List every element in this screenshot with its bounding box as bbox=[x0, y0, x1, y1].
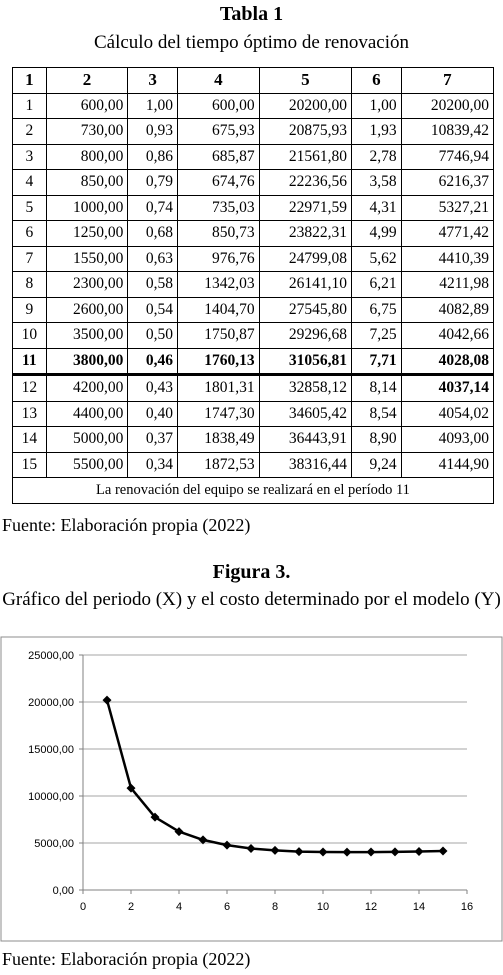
table-header-row bbox=[13, 68, 494, 94]
y-tick-label: 15000,00 bbox=[28, 744, 74, 756]
table-cell: 4410,39 bbox=[401, 246, 493, 272]
table-row bbox=[13, 452, 494, 478]
table-label: Tabla 1 bbox=[219, 3, 284, 25]
table-cell: 8 bbox=[13, 272, 47, 298]
table-cell: 735,03 bbox=[178, 195, 260, 221]
table-cell: 0,74 bbox=[128, 195, 178, 221]
y-tick-label: 5000,00 bbox=[34, 838, 74, 850]
table-cell: 27545,80 bbox=[259, 297, 351, 323]
header-cell: 2 bbox=[46, 68, 128, 94]
table-cell: 850,00 bbox=[46, 170, 128, 196]
figure-label: Figura 3. bbox=[212, 561, 291, 583]
table-cell: 8,14 bbox=[351, 375, 401, 402]
table-cell: 24799,08 bbox=[259, 246, 351, 272]
table-cell: 6216,37 bbox=[401, 170, 493, 196]
x-tick-label: 12 bbox=[364, 901, 378, 913]
table-cell: 730,00 bbox=[46, 119, 128, 145]
table-body bbox=[13, 93, 494, 478]
header-cell: 7 bbox=[401, 68, 493, 94]
table-cell: 1,00 bbox=[351, 93, 401, 119]
x-tick-label: 2 bbox=[127, 901, 135, 913]
table-cell: 4028,08 bbox=[401, 348, 493, 375]
table-cell: 10839,42 bbox=[401, 119, 493, 145]
header-cell: 6 bbox=[351, 68, 401, 94]
y-tick-label: 0,00 bbox=[52, 885, 74, 897]
table-cell: 20200,00 bbox=[259, 93, 351, 119]
table-row bbox=[13, 375, 494, 402]
table-cell: 21561,80 bbox=[259, 144, 351, 170]
table-cell: 0,50 bbox=[128, 323, 178, 349]
figure-title: Gráfico del periodo (X) y el costo determinado por el modelo (Y) bbox=[2, 589, 501, 610]
table-row bbox=[13, 221, 494, 247]
x-tick-label: 10 bbox=[316, 901, 330, 913]
table-row bbox=[13, 348, 494, 375]
table-note-row bbox=[13, 478, 494, 504]
table-cell: 3,58 bbox=[351, 170, 401, 196]
table-row bbox=[13, 323, 494, 349]
table-cell: 8,90 bbox=[351, 427, 401, 453]
table-row bbox=[13, 170, 494, 196]
table-cell: 22236,56 bbox=[259, 170, 351, 196]
table-cell: 850,73 bbox=[178, 221, 260, 247]
table-cell: 3500,00 bbox=[46, 323, 128, 349]
table-cell: 12 bbox=[13, 375, 47, 402]
table-row bbox=[13, 119, 494, 145]
table-cell: 600,00 bbox=[178, 93, 260, 119]
table-cell: 675,93 bbox=[178, 119, 260, 145]
x-tick-label: 8 bbox=[271, 901, 279, 913]
table-cell: 5,62 bbox=[351, 246, 401, 272]
y-tick-label: 20000,00 bbox=[28, 697, 74, 709]
table-cell: 0,40 bbox=[128, 401, 178, 427]
table-cell: 3 bbox=[13, 144, 47, 170]
header-cell: 4 bbox=[178, 68, 260, 94]
table-row bbox=[13, 427, 494, 453]
table-cell: 7,25 bbox=[351, 323, 401, 349]
table-cell: 4400,00 bbox=[46, 401, 128, 427]
table-cell: 31056,81 bbox=[259, 348, 351, 375]
table-cell: 5 bbox=[13, 195, 47, 221]
table-cell: 1,93 bbox=[351, 119, 401, 145]
table-cell: 11 bbox=[13, 348, 47, 375]
x-tick-label: 4 bbox=[175, 901, 183, 913]
table-cell: 7746,94 bbox=[401, 144, 493, 170]
table-cell: 4200,00 bbox=[46, 375, 128, 402]
table-cell: 2,78 bbox=[351, 144, 401, 170]
table-note: La renovación del equipo se realizará en el período 11 bbox=[13, 478, 494, 504]
table-cell: 20875,93 bbox=[259, 119, 351, 145]
table-cell: 1550,00 bbox=[46, 246, 128, 272]
table-cell: 6,21 bbox=[351, 272, 401, 298]
line-chart bbox=[0, 636, 503, 942]
table-cell: 1838,49 bbox=[178, 427, 260, 453]
table-cell: 674,76 bbox=[178, 170, 260, 196]
table-cell: 1404,70 bbox=[178, 297, 260, 323]
table-row bbox=[13, 144, 494, 170]
table-cell: 14 bbox=[13, 427, 47, 453]
table-cell: 1342,03 bbox=[178, 272, 260, 298]
table-cell: 4037,14 bbox=[401, 375, 493, 402]
x-tick-label: 14 bbox=[412, 901, 426, 913]
table-cell: 4,31 bbox=[351, 195, 401, 221]
table-cell: 8,54 bbox=[351, 401, 401, 427]
table-cell: 34605,42 bbox=[259, 401, 351, 427]
table-title: Cálculo del tiempo óptimo de renovación bbox=[93, 32, 409, 53]
table-row bbox=[13, 246, 494, 272]
table-cell: 29296,68 bbox=[259, 323, 351, 349]
table-cell: 26141,10 bbox=[259, 272, 351, 298]
table-cell: 15 bbox=[13, 452, 47, 478]
table-row bbox=[13, 297, 494, 323]
table-cell: 1801,31 bbox=[178, 375, 260, 402]
table-cell: 9,24 bbox=[351, 452, 401, 478]
table-cell: 600,00 bbox=[46, 93, 128, 119]
table-cell: 1,00 bbox=[128, 93, 178, 119]
table-cell: 4093,00 bbox=[401, 427, 493, 453]
table-cell: 4144,90 bbox=[401, 452, 493, 478]
table-row bbox=[13, 93, 494, 119]
table-cell: 4082,89 bbox=[401, 297, 493, 323]
table-cell: 0,54 bbox=[128, 297, 178, 323]
table-cell: 6 bbox=[13, 221, 47, 247]
chart-frame bbox=[1, 637, 502, 941]
table-cell: 4054,02 bbox=[401, 401, 493, 427]
table-row bbox=[13, 195, 494, 221]
table-cell: 4211,98 bbox=[401, 272, 493, 298]
y-tick-label: 25000,00 bbox=[28, 650, 74, 662]
table-cell: 38316,44 bbox=[259, 452, 351, 478]
table-cell: 1760,13 bbox=[178, 348, 260, 375]
table-cell: 0,79 bbox=[128, 170, 178, 196]
table-cell: 2 bbox=[13, 119, 47, 145]
table-cell: 10 bbox=[13, 323, 47, 349]
table-source: Fuente: Elaboración propia (2022) bbox=[2, 515, 251, 535]
table-cell: 1750,87 bbox=[178, 323, 260, 349]
table-cell: 2300,00 bbox=[46, 272, 128, 298]
table-cell: 6,75 bbox=[351, 297, 401, 323]
table-cell: 23822,31 bbox=[259, 221, 351, 247]
table-cell: 22971,59 bbox=[259, 195, 351, 221]
table-cell: 7,71 bbox=[351, 348, 401, 375]
table-cell: 1000,00 bbox=[46, 195, 128, 221]
table-row bbox=[13, 401, 494, 427]
table-cell: 685,87 bbox=[178, 144, 260, 170]
figure-source: Fuente: Elaboración propia (2022) bbox=[2, 949, 251, 969]
table-cell: 7 bbox=[13, 246, 47, 272]
table-cell: 0,93 bbox=[128, 119, 178, 145]
header-cell: 5 bbox=[259, 68, 351, 94]
table-cell: 800,00 bbox=[46, 144, 128, 170]
table-cell: 1 bbox=[13, 93, 47, 119]
x-tick-label: 6 bbox=[223, 901, 231, 913]
table-cell: 4 bbox=[13, 170, 47, 196]
table-cell: 3800,00 bbox=[46, 348, 128, 375]
table-cell: 9 bbox=[13, 297, 47, 323]
table-cell: 4,99 bbox=[351, 221, 401, 247]
table-cell: 0,63 bbox=[128, 246, 178, 272]
table-cell: 0,58 bbox=[128, 272, 178, 298]
table-cell: 20200,00 bbox=[401, 93, 493, 119]
renewal-table bbox=[12, 67, 494, 504]
table-cell: 1872,53 bbox=[178, 452, 260, 478]
table-cell: 0,37 bbox=[128, 427, 178, 453]
table-cell: 0,34 bbox=[128, 452, 178, 478]
table-cell: 0,43 bbox=[128, 375, 178, 402]
table-cell: 0,68 bbox=[128, 221, 178, 247]
table-cell: 4771,42 bbox=[401, 221, 493, 247]
table-cell: 36443,91 bbox=[259, 427, 351, 453]
table-cell: 976,76 bbox=[178, 246, 260, 272]
table-cell: 2600,00 bbox=[46, 297, 128, 323]
y-tick-label: 10000,00 bbox=[28, 791, 74, 803]
table-cell: 32858,12 bbox=[259, 375, 351, 402]
table-cell: 13 bbox=[13, 401, 47, 427]
table-cell: 0,46 bbox=[128, 348, 178, 375]
x-tick-label: 0 bbox=[79, 901, 87, 913]
table-row bbox=[13, 272, 494, 298]
table-cell: 4042,66 bbox=[401, 323, 493, 349]
header-cell: 1 bbox=[13, 68, 47, 94]
x-tick-label: 16 bbox=[460, 901, 474, 913]
table-cell: 5000,00 bbox=[46, 427, 128, 453]
table-cell: 1747,30 bbox=[178, 401, 260, 427]
table-cell: 0,86 bbox=[128, 144, 178, 170]
header-cell: 3 bbox=[128, 68, 178, 94]
table-cell: 1250,00 bbox=[46, 221, 128, 247]
table-cell: 5327,21 bbox=[401, 195, 493, 221]
table-cell: 5500,00 bbox=[46, 452, 128, 478]
